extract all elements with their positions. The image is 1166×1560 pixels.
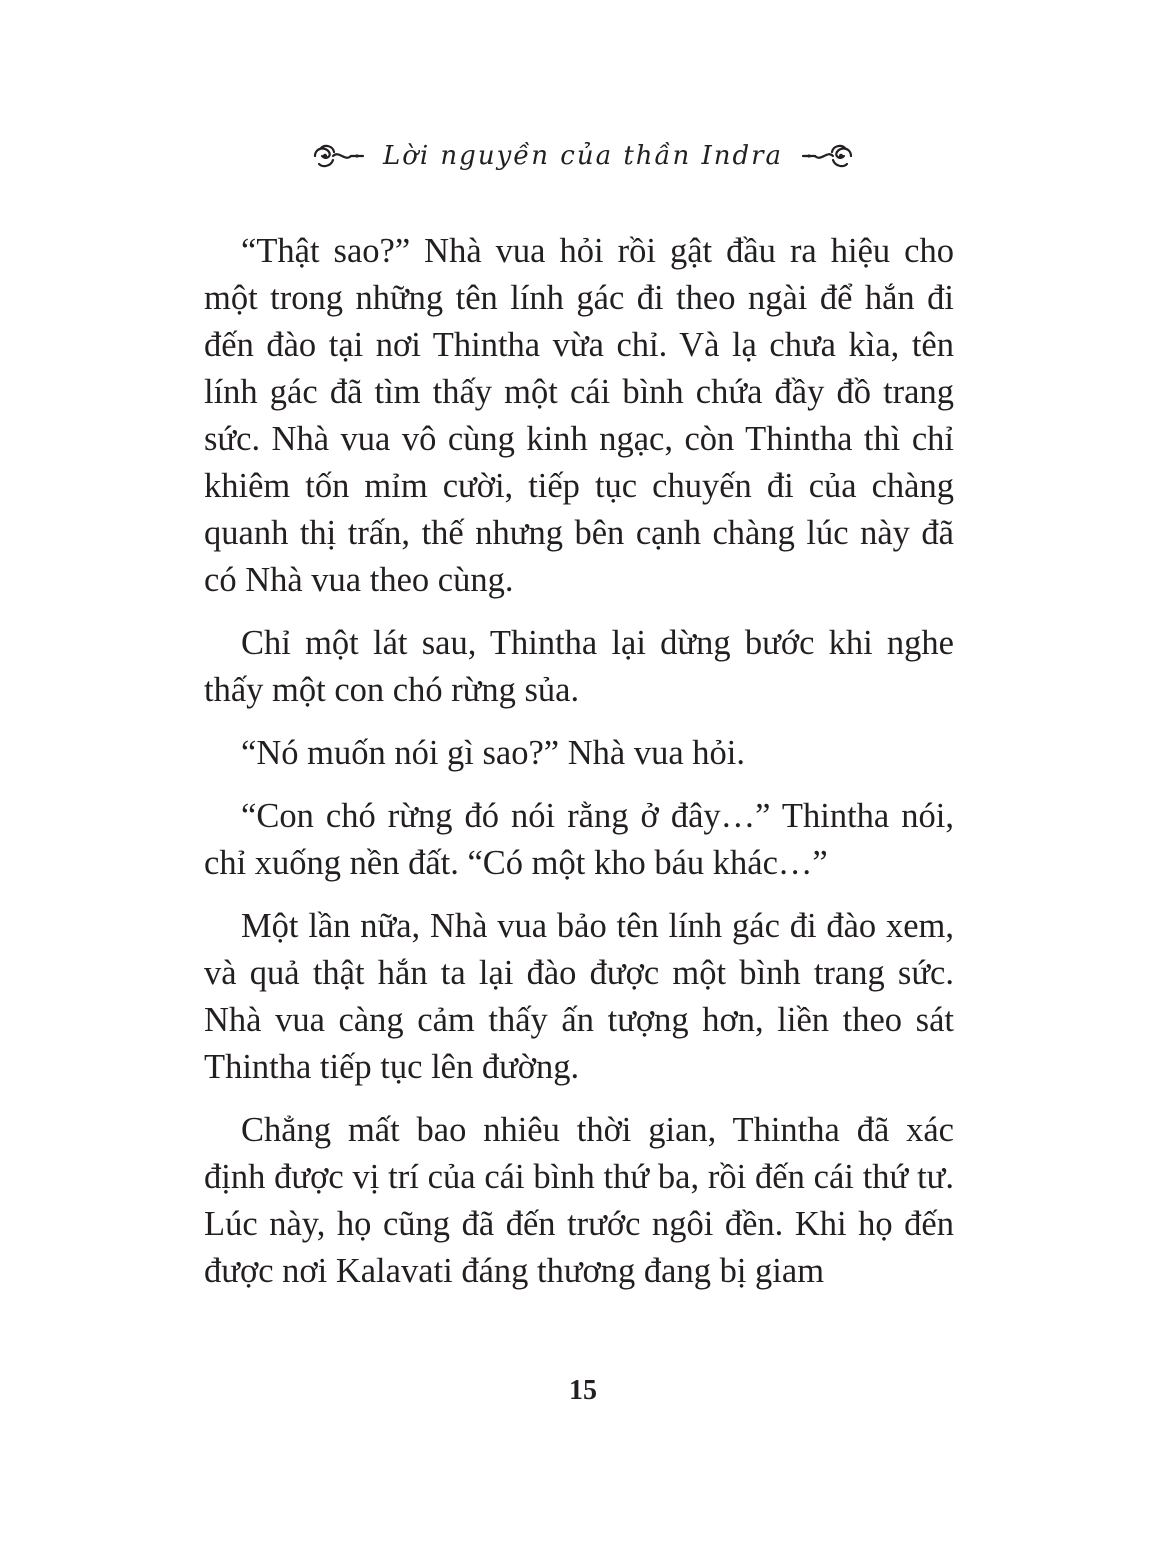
paragraph: “Thật sao?” Nhà vua hỏi rồi gật đầu ra hiệu cho một trong những tên lính gác đi theo ngài để hắn đi đến đào tại nơi Thintha vừa chỉ. Và lạ chưa kìa, tên lính gác đã tìm thấy một cái bình chứa đầy đồ trang sức. Nhà vua vô cùng kinh ngạc, còn Thintha thì chỉ khiêm tốn mỉm cười, tiếp tục chuyến đi của chàng quanh thị trấn, thế nhưng bên cạnh chàng lúc này đã có Nhà vua theo cùng.: [204, 232, 954, 599]
paragraph: “Nó muốn nói gì sao?” Nhà vua hỏi.: [241, 734, 745, 772]
page-number: 15: [569, 1375, 597, 1406]
paragraph: Chỉ một lát sau, Thintha lại dừng bước khi nghe thấy một con chó rừng sủa.: [204, 624, 954, 709]
paragraph: Một lần nữa, Nhà vua bảo tên lính gác đi đào xem, và quả thật hắn ta lại đào được một bình trang sức. Nhà vua càng cảm thấy ấn tượng hơn, liền theo sát Thintha tiếp tục lên đường.: [204, 907, 954, 1086]
paragraph: Chẳng mất bao nhiêu thời gian, Thintha đã xác định được vị trí của cái bình thứ ba, rồi đến cái thứ tư. Lúc này, họ cũng đã đến trước ngôi đền. Khi họ đến được nơi Kalavati đáng thương đang bị giam: [204, 1111, 954, 1290]
paragraph: “Con chó rừng đó nói rằng ở đây…” Thintha nói, chỉ xuống nền đất. “Có một kho báu khác…”: [204, 797, 954, 882]
flourish-right-icon: [799, 138, 857, 174]
flourish-left-icon: [309, 138, 367, 174]
running-header: [0, 138, 1166, 174]
body-text: [204, 228, 954, 1311]
running-header-title: Lời nguyền của thần Indra: [382, 141, 784, 171]
